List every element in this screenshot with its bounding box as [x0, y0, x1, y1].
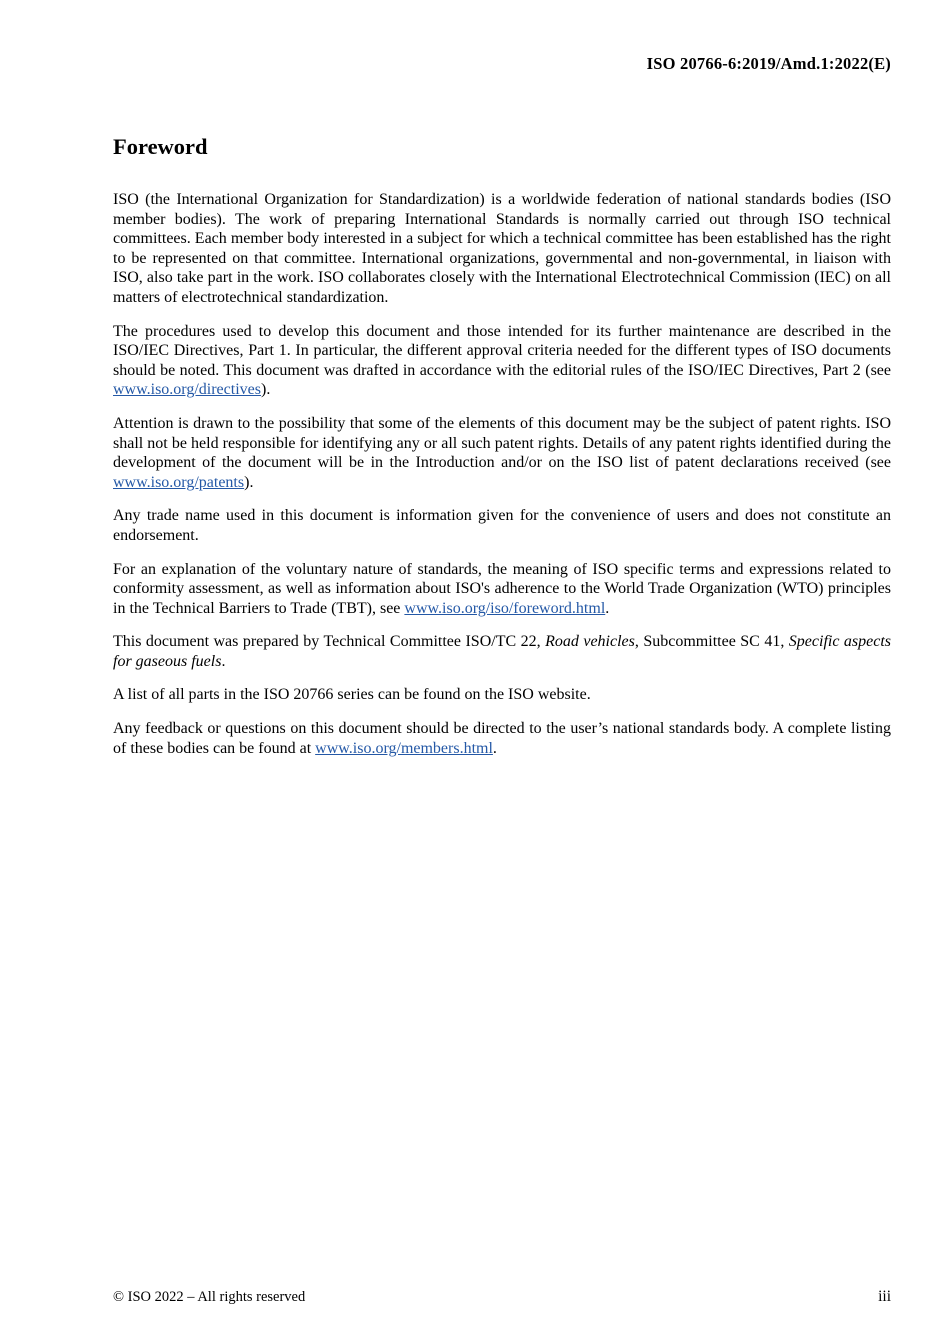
page-number: iii	[878, 1288, 891, 1305]
copyright-notice: © ISO 2022 – All rights reserved	[113, 1289, 306, 1305]
paragraph-text: This document was prepared by Technical Committee ISO/TC 22,	[113, 633, 546, 651]
paragraph-feedback	[113, 719, 891, 758]
link-iso-members[interactable]: www.iso.org/members.html	[315, 739, 493, 757]
paragraph-text: For an explanation of the voluntary nature of standards, the meaning of ISO specific terms and expressions related to conformity assessment, as well as information about ISO's adherence to the World Trade Organization (WTO) principles in the Technical Barriers to Trade (TBT), see	[113, 560, 891, 617]
paragraph-procedures	[113, 322, 891, 400]
paragraph-text: , Subcommittee SC 41,	[634, 633, 789, 651]
link-iso-directives[interactable]: www.iso.org/directives	[113, 381, 261, 399]
foreword-title: Foreword	[113, 134, 208, 159]
link-iso-patents[interactable]: www.iso.org/patents	[113, 473, 245, 491]
paragraph-text: The procedures used to develop this document and those intended for its further maintenance are described in the ISO/IEC Directives, Part 1. In particular, the different approval criteria needed for the different types of ISO documents should be noted. This document was drafted in accordance with the editorial rules of the ISO/IEC Directives, Part 2 (see	[113, 322, 891, 379]
paragraph-wto-tbt	[113, 560, 891, 619]
page-footer	[113, 1288, 891, 1306]
paragraph-text: A list of all parts in the ISO 20766 series can be found on the ISO website.	[113, 686, 591, 704]
paragraph-text: ISO (the International Organization for Standardization) is a worldwide federation of national standards bodies (ISO member bodies). The work of preparing International Standards is normally carried out through ISO technical committees. Each member body interested in a subject for which a technical committee has been established has the right to be represented on that committee. International organizations, governmental and non-governmental, in liaison with ISO, also take part in the work. ISO collaborates closely with the International Electrotechnical Commission (IEC) on all matters of electrotechnical standardization.	[113, 191, 891, 306]
subcommittee-name-gaseous-fuels: Specific aspects for gaseous fuels	[113, 633, 892, 670]
link-iso-foreword[interactable]: www.iso.org/iso/foreword.html	[404, 599, 606, 617]
paragraph-series-list	[113, 685, 891, 705]
paragraph-text: Any trade name used in this document is information given for the convenience of users and does not constitute an endorsement.	[113, 507, 891, 544]
paragraph-text: Attention is drawn to the possibility that some of the elements of this document may be the subject of patent rights. ISO shall not be held responsible for identifying any or all such patent rights. Details of any patent rights identified during the development of the document will be in the Introduction and/or on the ISO list of patent declarations received (see	[113, 414, 891, 472]
document-reference: ISO 20766-6:2019/Amd.1:2022(E)	[646, 54, 891, 73]
paragraph-iso-federation	[113, 190, 891, 308]
paragraph-text: Any feedback or questions on this document should be directed to the user’s national standards body. A complete listing of these bodies can be found at	[113, 720, 891, 757]
committee-name-road-vehicles: Road vehicles	[545, 633, 635, 651]
foreword-body	[113, 190, 891, 758]
page-content	[113, 0, 891, 772]
paragraph-text: .	[605, 599, 610, 617]
paragraph-text: ).	[260, 381, 271, 399]
paragraph-patent-rights	[113, 414, 891, 492]
paragraph-committee	[113, 632, 891, 671]
paragraph-text: .	[221, 652, 226, 670]
paragraph-text: ).	[244, 473, 254, 491]
paragraph-text: .	[492, 739, 497, 757]
paragraph-trade-name	[113, 506, 891, 545]
